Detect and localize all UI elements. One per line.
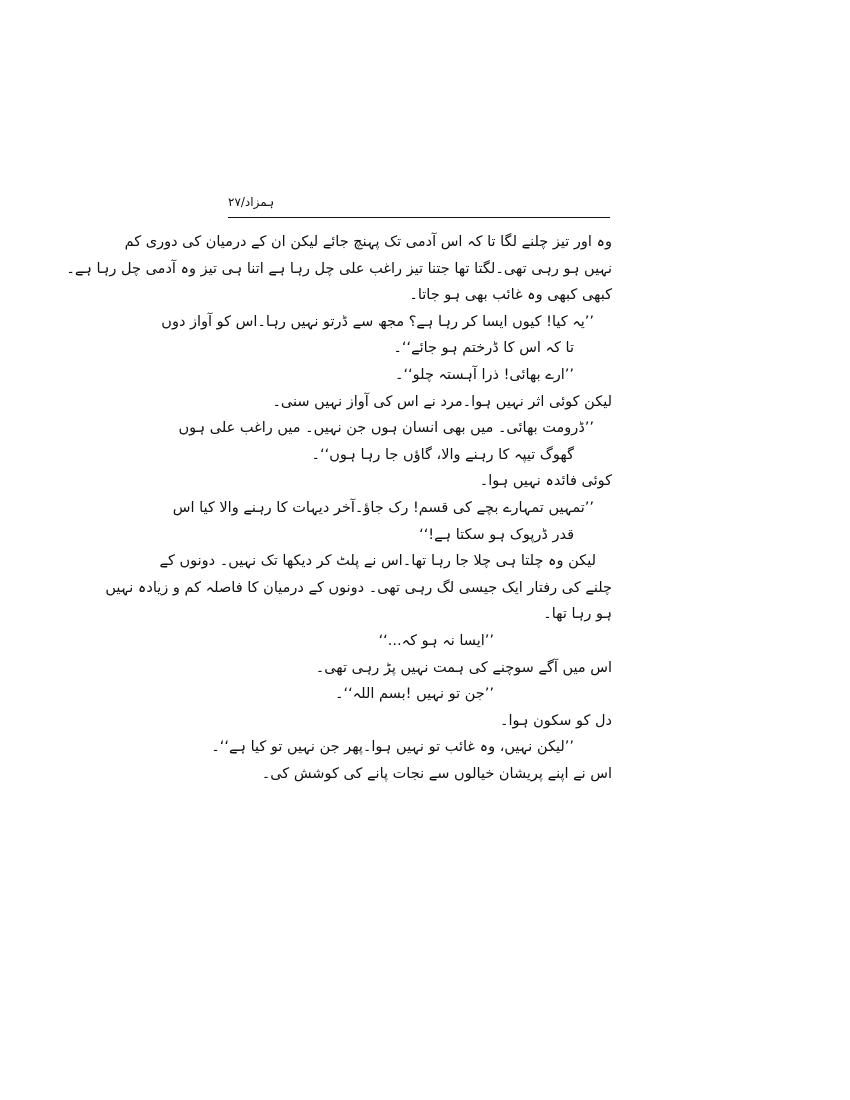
text-line: اس میں آگے سوچنے کی ہمت نہیں پڑ رہی تھی۔ xyxy=(315,659,612,676)
page-header xyxy=(228,193,610,218)
text-line: ’’ایسا نہ ہو کہ...‘‘ xyxy=(378,632,494,649)
text-line: ’’جن تو نہیں !بسم اللہ‘‘۔ xyxy=(334,686,494,703)
text-line: تا کہ اس کا ڈرختم ہو جائے‘‘۔ xyxy=(393,340,574,357)
text-line: قدر ڈرپوک ہو سکتا ہے!‘‘ xyxy=(419,526,574,543)
text-line: لیکن کوئی اثر نہیں ہوا۔مرد نے اس کی آواز نہیں سنی۔ xyxy=(272,393,612,410)
text-line: ’’ارے بھائی! ذرا آہستہ چلو‘‘۔ xyxy=(394,366,574,383)
text-line: نہیں ہو رہی تھی۔لگتا تھا جتنا تیز راغب علی چل رہا ہے اتنا ہی تیز وہ آدمی چل رہا ہے۔ xyxy=(66,260,612,277)
text-line: وہ اور تیز چلنے لگا تا کہ اس آدمی تک پہنچ جائے لیکن ان کے درمیان کی دوری کم xyxy=(124,234,612,250)
running-title: ہمزاد/۲۷ xyxy=(228,195,275,209)
page-body xyxy=(66,229,612,787)
text-line: ’’ڈرومت بھائی۔ میں بھی انسان ہوں جن نہیں۔ میں راغب علی ہوں xyxy=(178,420,594,437)
text-line: ’’لیکن نہیں، وہ غائب تو نہیں ہوا۔پھر جن نہیں تو کیا ہے‘‘۔ xyxy=(211,739,574,756)
text-line: ’’یہ کیا! کیوں ایسا کر رہا ہے؟ مجھ سے ڈرتو نہیں رہا۔اس کو آواز دوں xyxy=(161,313,594,330)
text-line: چلنے کی رفتار ایک جیسی لگ رہی تھی۔ دونوں کے درمیان کا فاصلہ کم و زیادہ نہیں xyxy=(105,579,612,596)
text-line: گھوگ تیپہ کا رہنے والا، گاؤں جا رہا ہوں‘‘۔ xyxy=(311,446,574,463)
text-line: کبھی کبھی وہ غائب بھی ہو جاتا۔ xyxy=(409,287,612,304)
text-line: دل کو سکون ہوا۔ xyxy=(499,712,612,729)
text-line: لیکن وہ چلتا ہی چلا جا رہا تھا۔اس نے پلٹ کر دیکھا تک نہیں۔ دونوں کے xyxy=(159,553,596,570)
text-line: اس نے اپنے پریشان خیالوں سے نجات پانے کی کوشش کی۔ xyxy=(261,765,612,782)
text-line: کوئی فائدہ نہیں ہوا۔ xyxy=(479,473,612,490)
text-line: ہو رہا تھا۔ xyxy=(543,606,612,623)
text-line: ’’تمہیں تمہارے بچے کی قسم! رک جاؤ۔آخر دیہات کا رہنے والا کیا اس xyxy=(172,499,594,516)
